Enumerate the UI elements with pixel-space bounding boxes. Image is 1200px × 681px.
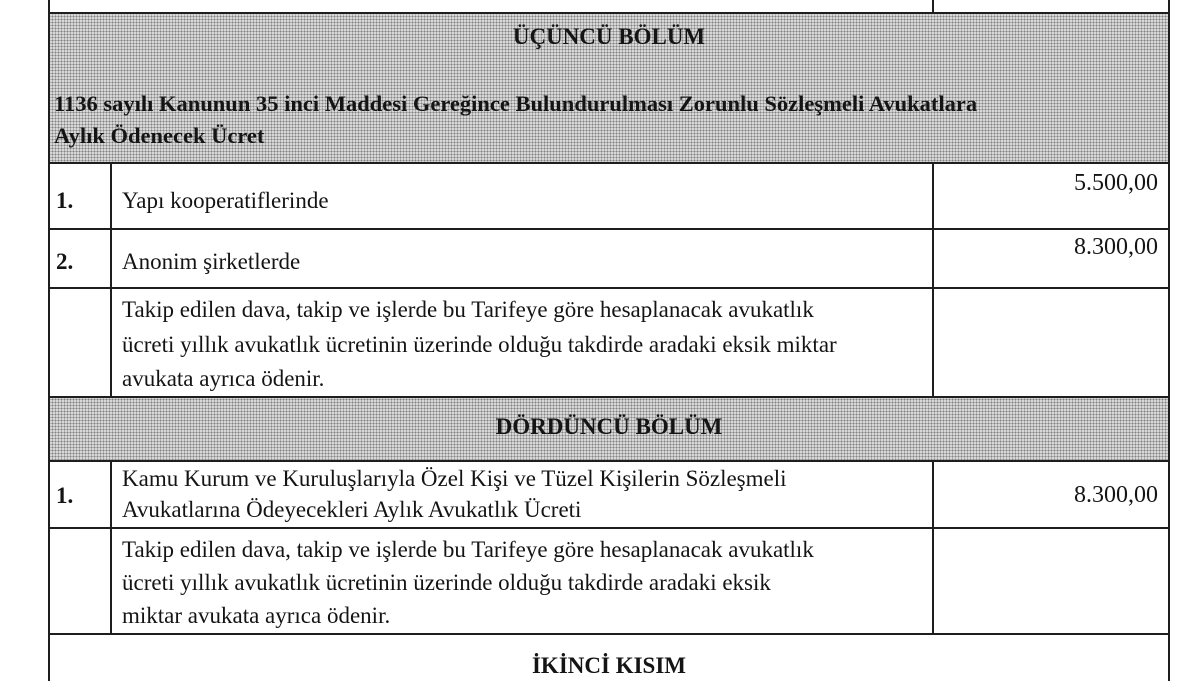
- section4-note-line: ücreti yıllık avukatlık ücretinin üzerinde olduğu takdirde aradaki eksik: [122, 570, 771, 595]
- table-rule: [48, 527, 1170, 529]
- column-divider-top: [932, 0, 934, 13]
- row-description: Kamu Kurum ve Kuruluşlarıyla Özel Kişi ve Tüzel Kişilerin Sözleşmeli: [122, 466, 787, 491]
- row-amount: 5.500,00: [1074, 170, 1158, 196]
- row-amount: 8.300,00: [1074, 482, 1158, 508]
- section4-note-line: miktar avukata ayrıca ödenir.: [122, 603, 391, 628]
- table-rule: [48, 228, 1170, 230]
- part2-heading: İKİNCİ KISIM: [531, 653, 686, 678]
- row-description: Anonim şirketlerde: [122, 249, 301, 274]
- section4-heading: DÖRDÜNCÜ BÖLÜM: [495, 414, 723, 439]
- table-rule: [48, 633, 1170, 635]
- section3-note-line: avukata ayrıca ödenir.: [122, 366, 325, 391]
- table-rule: [48, 396, 1170, 398]
- row-number: 1.: [56, 188, 74, 213]
- row-description: Yapı kooperatiflerinde: [122, 188, 329, 213]
- column-divider-number: [110, 460, 112, 634]
- section4-note-line: Takip edilen dava, takip ve işlerde bu Tarifeye göre hesaplanacak avukatlık: [122, 537, 814, 562]
- table-rule: [48, 12, 1170, 14]
- section3-title-line1: 1136 sayılı Kanunun 35 inci Maddesi Gereğince Bulundurulması Zorunlu Sözleşmeli Avukatlara: [54, 91, 978, 116]
- table-rule: [48, 460, 1170, 462]
- table-border-right: [1168, 0, 1170, 681]
- row-amount: 8.300,00: [1074, 234, 1158, 260]
- row-number: 1.: [56, 483, 74, 508]
- table-border-left: [48, 0, 50, 681]
- table-rule: [48, 162, 1170, 164]
- column-divider-amount: [932, 162, 934, 397]
- section3-note-line: ücreti yıllık avukatlık ücretinin üzerinde olduğu takdirde aradaki eksik miktar: [122, 332, 837, 357]
- section3-note-line: Takip edilen dava, takip ve işlerde bu Tarifeye göre hesaplanacak avukatlık: [122, 297, 814, 322]
- table-rule: [48, 287, 1170, 289]
- column-divider-number: [110, 162, 112, 397]
- section3-title-line2: Aylık Ödenecek Ücret: [54, 123, 265, 148]
- column-divider-amount: [932, 460, 934, 634]
- row-description: Avukatlarına Ödeyecekleri Aylık Avukatlık Ücreti: [122, 497, 582, 522]
- row-number: 2.: [56, 249, 74, 274]
- section3-heading: ÜÇÜNCÜ BÖLÜM: [512, 24, 706, 49]
